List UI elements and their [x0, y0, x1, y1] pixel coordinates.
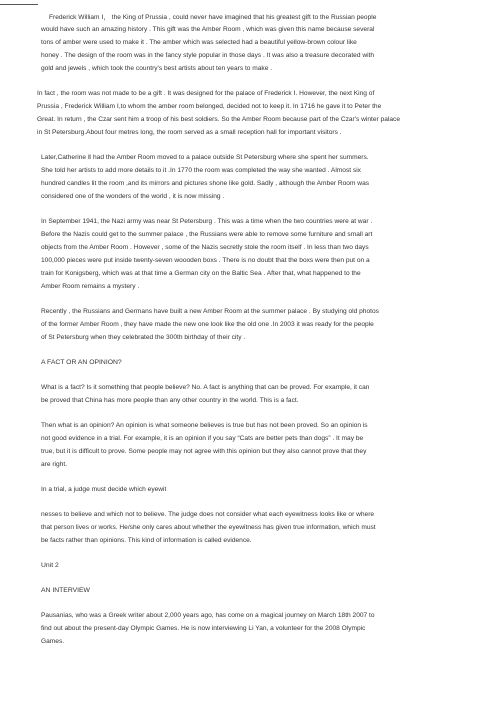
paragraph-line: that person lives or works. He/she only cares about whether the eyewitness has given true information, which must [41, 524, 376, 531]
paragraph-line: objects from the Amber Room . However , some of the Nazis secretly stole the room itself . In less than two days [41, 244, 369, 251]
paragraph-line: Recently , the Russians and Germans have built a new Amber Room at the summer palace . By studying old photos [41, 308, 379, 315]
paragraph-line: of St Petersburg when they celebrated the 300th birthday of their city . [41, 334, 246, 341]
paragraph-line: In a trial, a judge must decide which eyewit [41, 486, 167, 493]
paragraph-line: Games. [41, 638, 65, 645]
unit-heading: Unit 2 [41, 562, 59, 569]
paragraph-line: would have such an amazing history . This gift was the Amber Room , which was given this name because several [41, 26, 375, 33]
paragraph-line: of the former Amber Room , they have made the new one look like the old one .In 2003 it was ready for the people [41, 321, 374, 328]
paragraph-line: Great. In return , the Czar sent him a troop of his best soldiers. So the Amber Room because part of the Czar's winter palace [37, 116, 400, 123]
paragraph-line: Prussia , Frederick William Ⅰ,to whom the amber room belonged, decided not to keep it. In 1716 he gave it to Peter the [37, 103, 382, 110]
paragraph-line: gold and jewels , which took the country's best artists about ten years to make . [41, 65, 273, 72]
paragraph-line: true, but it is difficult to prove. Some people may not agree with this opinion but they also cannot prove that they [41, 448, 367, 455]
paragraph-line: In September 1941, the Nazi army was near St Petersburg . This was a time when the two countries were at war . [41, 218, 373, 225]
paragraph-line: in St Petersburg.About four metres long, the room served as a small reception hall for important visitors . [37, 129, 342, 136]
paragraph-line: be facts rather than opinions. This kind of information is called evidence. [41, 537, 252, 544]
top-rule [0, 4, 38, 5]
paragraph-line: not good evidence in a trial. For example, it is an opinion if you say “Cats are better pets than dogs” . It may be [41, 435, 364, 442]
section-heading: A FACT OR AN OPINION? [41, 359, 122, 366]
paragraph-line: In fact , the room was not made to be a gift . It was designed for the palace of Frederick Ⅰ. However, the next King of [37, 90, 375, 97]
paragraph-line: train for Konigsberg, which was at that time a German city on the Baltic Sea . After that, what happened to the [41, 270, 361, 277]
paragraph-line: Pausanias, who was a Greek writer about 2,000 years ago, has come on a magical journey on March 18th 2007 to [41, 612, 375, 619]
paragraph-line: find out about the present-day Olympic Games. He is now interviewing Li Yan, a volunteer for the 2008 Olympic [41, 625, 366, 632]
paragraph-line: honey . The design of the room was in the fancy style popular in those days . It was also a treasure decorated with [41, 52, 375, 59]
paragraph-line: She told her artists to add more details to it .In 1770 the room was completed the way she wanted . Almost six [41, 167, 361, 174]
paragraph-line: Amber Room remains a mystery . [41, 283, 140, 290]
paragraph-line: Later,Catherine Ⅱ had the Amber Room moved to a palace outside St Petersburg where she spent her summers. [41, 154, 369, 161]
paragraph-line: be proved that China has more people than any other country in the world. This is a fact. [41, 397, 299, 404]
paragraph-line: Frederick William Ⅰ， the King of Prussia , could never have imagined that his greatest gift to the Russian people [49, 14, 377, 21]
section-heading: AN INTERVIEW [41, 587, 90, 594]
paragraph-line: What is a fact? Is it something that people believe? No. A fact is anything that can be proved. For example, it can [41, 384, 370, 391]
paragraph-line: Then what is an opinion? An opinion is what someone believes is true but has not been proved. So an opinion is [41, 422, 368, 429]
paragraph-line: hundred candles lit the room ,and its mirrors and pictures shone like gold. Sadly , although the Amber Room was [41, 180, 370, 187]
paragraph-line: are right. [41, 461, 68, 468]
paragraph-line: nesses to believe and which not to believe. The judge does not consider what each eyewitness looks like or where [41, 511, 375, 518]
paragraph-line: 100,000 pieces were put inside twenty-seven woooden boxs . There is no doubt that the boxs were then put on a [41, 257, 370, 264]
paragraph-line: considered one of the wonders of the world , it is now missing . [41, 193, 225, 200]
paragraph-line: Before the Nazis could get to the summer palace , the Russians were able to remove some furniture and small art [41, 231, 373, 238]
paragraph-line: tons of amber were used to make it . The amber which was selected had a beautiful yellow-brown colour like [41, 39, 357, 46]
